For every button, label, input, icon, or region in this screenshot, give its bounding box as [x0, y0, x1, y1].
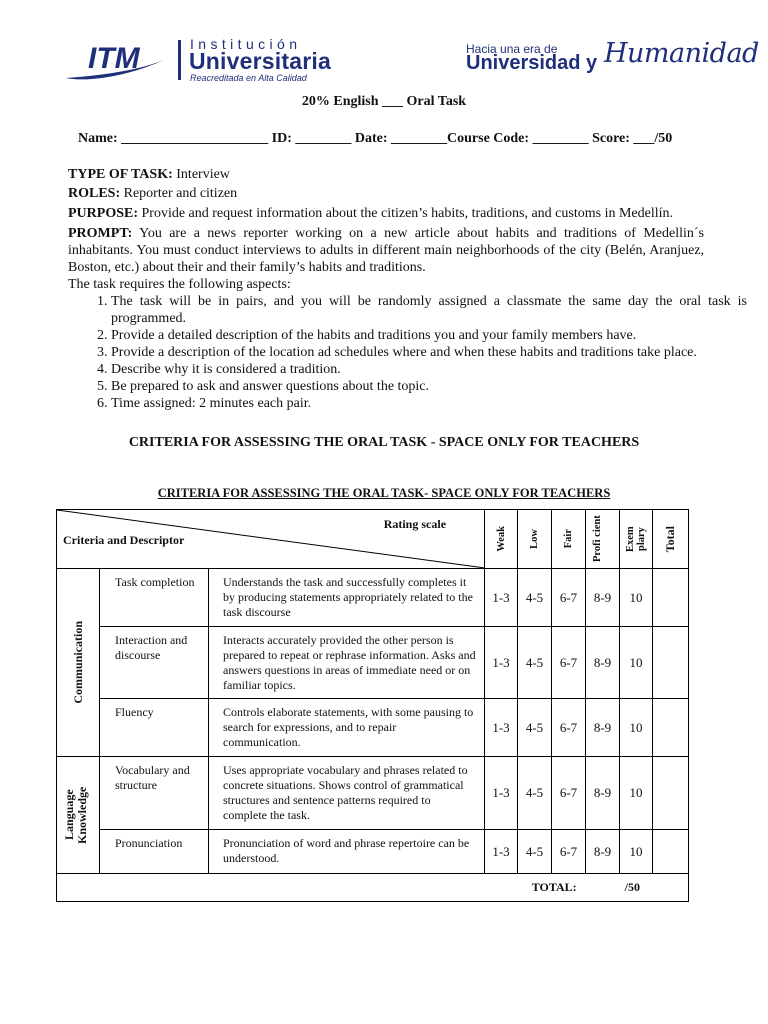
table-header-row — [57, 510, 689, 569]
category-communication: Communication — [57, 569, 100, 757]
score-cell: 6-7 — [552, 757, 586, 830]
criterion-cell: Task completion — [100, 569, 209, 627]
score-cell: 1-3 — [485, 569, 518, 627]
rating-scale-label: Rating scale — [383, 517, 447, 531]
col-header-proficient: Profi cient — [586, 510, 620, 569]
list-item: 1. The task will be in pairs, and you will be randomly assigned a classmate the same day the oral task is programmed. — [111, 293, 747, 327]
score-cell: 4-5 — [518, 757, 552, 830]
task-prompt — [68, 225, 704, 276]
score-cell: 8-9 — [586, 757, 620, 830]
institution-line3: Reacreditada en Alta Calidad — [190, 73, 307, 83]
score-cell: 8-9 — [586, 699, 620, 757]
slogan-script: Humanidad — [604, 38, 759, 69]
criterion-cell: Pronunciation — [100, 830, 209, 874]
task-roles — [68, 185, 237, 202]
col-header-total: Total — [653, 510, 689, 569]
table-row — [57, 830, 689, 874]
score-cell: 6-7 — [552, 699, 586, 757]
institution-line2: Universitaria — [189, 48, 331, 74]
score-cell: 6-7 — [552, 569, 586, 627]
score-cell: 10 — [620, 830, 653, 874]
criterion-cell: Interaction and discourse — [100, 627, 209, 699]
institution-line1: Institución — [190, 36, 302, 52]
prompt-value: You are a news reporter working on a new article about habits and traditions of Medellin´s inhabitants. You must conduct interviews to adults in different main neighborhoods of the city (Belén, Aranjuez, Boston, etc.) about their and their family’s habits and traditions. — [68, 226, 704, 275]
criterion-cell: Vocabulary and structure — [100, 757, 209, 830]
criterion-cell: Fluency — [100, 699, 209, 757]
roles-value: Reporter and citizen — [120, 186, 238, 201]
total-cell — [653, 699, 689, 757]
col-header-weak: Weak — [485, 510, 518, 569]
student-info-line: Name: _____________________ ID: ________ Date: ________Course Code: ________ Score: ___/50 — [78, 131, 673, 146]
total-cell — [653, 569, 689, 627]
total-label: TOTAL: — [531, 880, 577, 894]
purpose-label: PURPOSE: — [68, 206, 138, 221]
list-item: 5. Be prepared to ask and answer questions about the topic. — [111, 378, 747, 395]
col-header-exemplary: Exem plary — [620, 510, 653, 569]
criteria-heading: CRITERIA FOR ASSESSING THE ORAL TASK - SPACE ONLY FOR TEACHERS — [128, 435, 640, 450]
aspects-intro: The task requires the following aspects: — [68, 277, 291, 292]
criteria-descriptor-label: Criteria and Descriptor — [63, 533, 185, 547]
list-item: 2. Provide a detailed description of the habits and traditions you and your family members have. — [111, 327, 747, 344]
list-item: 3. Provide a description of the location ad schedules where and when these habits and traditions take place. — [111, 344, 747, 361]
col-header-low: Low — [518, 510, 552, 569]
total-row — [57, 874, 689, 902]
task-purpose — [68, 205, 673, 222]
category-language-knowledge: Language Knowledge — [57, 757, 100, 874]
list-item: 6. Time assigned: 2 minutes each pair. — [111, 395, 747, 412]
total-cell — [653, 830, 689, 874]
document-title: 20% English ___ Oral Task — [301, 94, 467, 109]
score-cell: 4-5 — [518, 627, 552, 699]
task-type — [68, 166, 230, 183]
descriptor-cell: Interacts accurately provided the other person is prepared to repeat or rephrase information. Asks and answers questions in areas of immediate need or on familiar topics. — [209, 627, 485, 699]
itm-logo-text: ITM — [88, 42, 140, 75]
descriptor-cell: Understands the task and successfully completes it by producing statements appropriately related to the task discourse — [209, 569, 485, 627]
score-cell: 8-9 — [586, 830, 620, 874]
score-cell: 1-3 — [485, 757, 518, 830]
itm-logo-mark — [64, 38, 170, 82]
header-diagonal-cell — [57, 510, 485, 569]
score-cell: 4-5 — [518, 569, 552, 627]
col-header-fair: Fair — [552, 510, 586, 569]
rubric-table — [56, 509, 689, 902]
table-row — [57, 757, 689, 830]
score-cell: 4-5 — [518, 830, 552, 874]
descriptor-cell: Uses appropriate vocabulary and phrases related to concrete situations. Shows control of grammatical structures and sentence patterns required to complete the task. — [209, 757, 485, 830]
logo-divider — [178, 40, 181, 80]
score-cell: 10 — [620, 627, 653, 699]
table-row — [57, 699, 689, 757]
roles-label: ROLES: — [68, 186, 121, 201]
criteria-subheading: CRITERIA FOR ASSESSING THE ORAL TASK- SPACE ONLY FOR TEACHERS — [157, 486, 611, 500]
score-cell: 6-7 — [552, 627, 586, 699]
aspects-list — [68, 293, 747, 412]
descriptor-cell: Pronunciation of word and phrase repertoire can be understood. — [209, 830, 485, 874]
score-cell: 1-3 — [485, 627, 518, 699]
table-row — [57, 569, 689, 627]
descriptor-cell: Controls elaborate statements, with some pausing to search for expressions, and to repair communication. — [209, 699, 485, 757]
slogan-line2: Universidad y — [466, 52, 598, 74]
score-cell: 10 — [620, 757, 653, 830]
total-label-cell — [57, 874, 689, 902]
score-cell: 4-5 — [518, 699, 552, 757]
total-cell — [653, 627, 689, 699]
list-item: 4. Describe why it is considered a tradition. — [111, 361, 747, 378]
score-cell: 8-9 — [586, 569, 620, 627]
total-value: /50 — [624, 880, 641, 894]
score-cell: 1-3 — [485, 830, 518, 874]
total-cell — [653, 757, 689, 830]
score-cell: 8-9 — [586, 627, 620, 699]
prompt-label: PROMPT: — [68, 226, 133, 241]
score-cell: 10 — [620, 699, 653, 757]
task-type-label: TYPE OF TASK: — [68, 167, 173, 182]
table-row — [57, 627, 689, 699]
slogan-line1: Hacia una era de — [466, 42, 558, 56]
score-cell: 10 — [620, 569, 653, 627]
task-type-value: Interview — [172, 167, 230, 182]
score-cell: 6-7 — [552, 830, 586, 874]
score-cell: 1-3 — [485, 699, 518, 757]
purpose-value: Provide and request information about the citizen’s habits, traditions, and customs in Medellín. — [138, 206, 674, 221]
